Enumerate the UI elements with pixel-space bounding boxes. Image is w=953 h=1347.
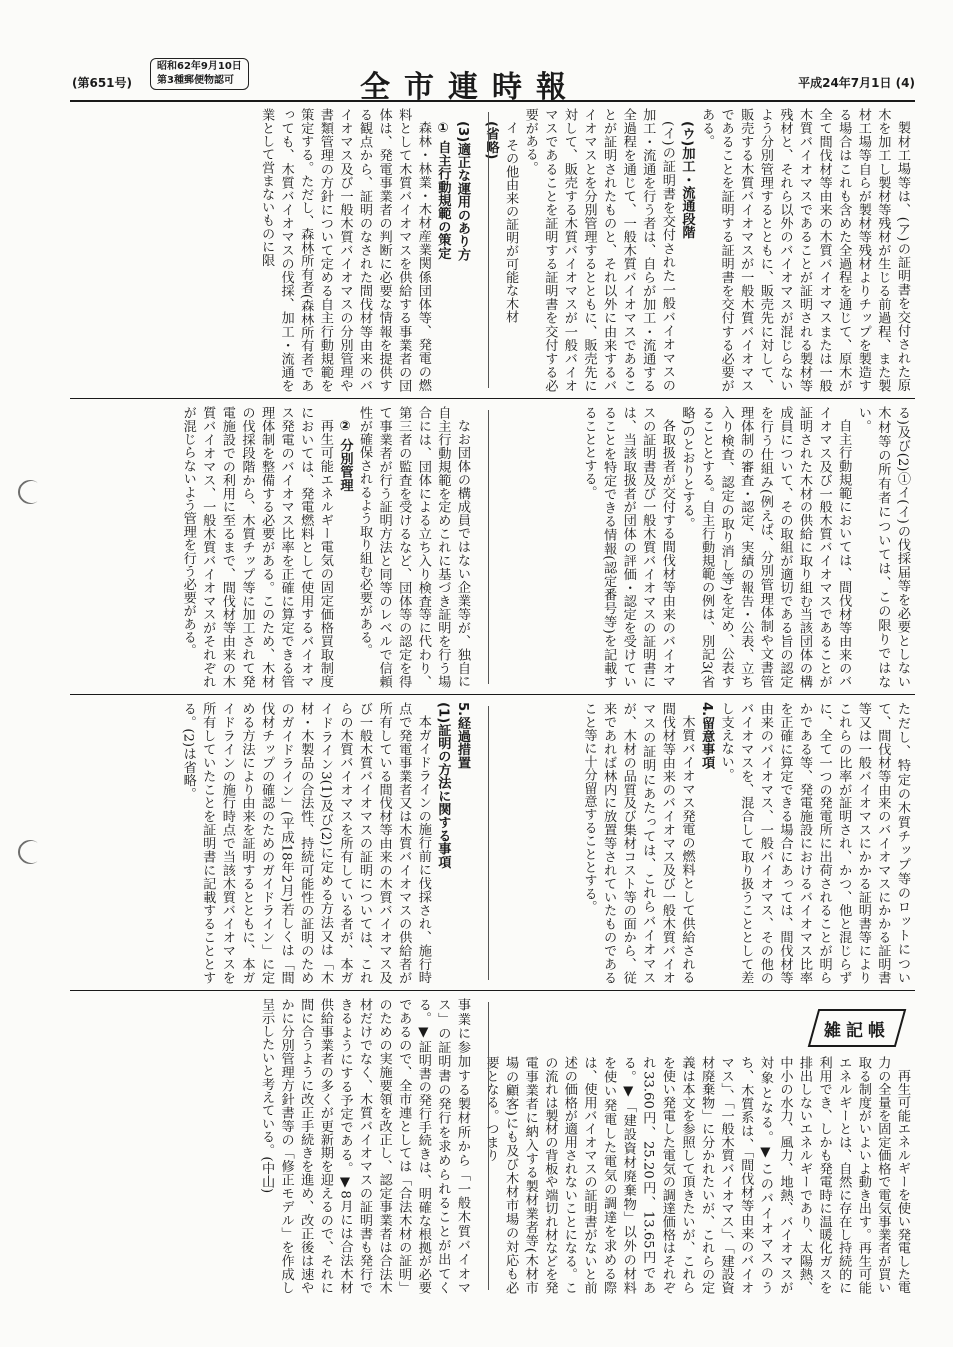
masthead	[70, 54, 915, 105]
column-right	[512, 406, 912, 688]
subheading: ① 自主行動規範の策定	[435, 121, 451, 260]
paragraph: (イ)の証明書を交付された一般バイオマスの加工・流通を行う者は、自らが加工・流通する全過程を通じて、一般木質バイオマスであることが証明されたものと、それ以外に由来するバイオマスとを分別管理するとともに、販売先に対して、販売する木質バイオマスが一般バイオマスであることを証明する証明書を交付する必要がある。	[522, 108, 675, 392]
subheading: ② 分別管理	[337, 419, 353, 492]
paragraph: なお団体の構成員ではない企業等が、独自に自主行動規範を定めこれに基づき証明を行う場合には、団体による立ち入り検査等に代わり、第三者の監査を受けるなど、団体等の認定を得て事業者が行う証明方法と同等のレベルで信頼性が確保されるよう取り組む必要がある。	[357, 406, 470, 688]
paragraph: 自主行動規範においては、間伐材等由来のバイオマス及び一般木質バイオマスであることが証明された木材の供給に取り組む当該団体の構成員について、その取組が適切である旨の認定を行う仕組み(例えば、分別管理体制や文書管理体制の審査・認定、実績の報告・公表、立ち入り検査、認定の取り消し等)を定め、公表することとする。自主行動規範の例は、別記3(省略)のとおりとする。	[679, 406, 852, 688]
column-left	[72, 998, 472, 1294]
article-band-1	[72, 108, 912, 392]
header-rule	[70, 100, 915, 102]
article-band-2	[72, 406, 912, 688]
omitted-note: (省略)	[483, 121, 499, 160]
column-divider	[488, 706, 489, 980]
subheading: (1)証明の方法に関する事項	[435, 702, 451, 869]
section-heading: 4.留意事項	[699, 702, 715, 769]
section-heading: 5.経過措置	[455, 702, 470, 769]
column-title: 雑記帳	[824, 1020, 890, 1041]
column-right	[512, 702, 912, 984]
subheading: (ウ)加工・流通段階	[679, 121, 695, 239]
column-right	[483, 998, 912, 1294]
column-divider	[488, 410, 489, 684]
column-left	[72, 406, 472, 688]
column-left	[72, 702, 472, 984]
paragraph: る)及び(2)①イ(イ)の伐採届等を必要としない木材等の所有者については、この限りではない。	[855, 406, 910, 688]
punch-hole-mark	[13, 835, 47, 869]
column-divider	[488, 1002, 489, 1290]
postal-permit-box	[150, 58, 249, 90]
column-divider	[488, 112, 489, 388]
paragraph: 再生可能エネルギーを使い発電した電力の全量を固定価格で電気事業者が買い取る制度がいよいよ動き出す。再生可能エネルギーとは、自然に存在し持続的に利用でき、しかも発電時に温暖化ガスを排出しないエネルギーであり、太陽熱、中小の水力、風力、地熱、バイオマスが対象となる。▼このバイオマスのうち、木質系は、「間伐材等由来のバイオマス」、「一般木質バイオマス」、「建設資材廃棄物」に分かれたいが、これらの定義は本文を参照して頂きたいが、これらを使い発電した電気の調達価格はそれぞれ33.60円、25.20円、13.65円である。▼「建設資材廃棄物」以外の材料を使い発電した電気の調達を求める際は、使用バイオマスの証明書がないと前述の価格が適用されないことになる。この流れは製材の背板や端切れ材などを発電事業者に納入する製材業者等(木材市場の顧客)にも及び木材市場の対応も必要となる。つまり	[483, 1056, 910, 1294]
paragraph: ただし、特定の木質チップ等のロットについて、間伐材等由来のバイオマスにかかる証明書等又は一般バイオマスにかかる証明書等によりこれらの比率が証明され、かつ、他と混じらずに、全て一つの発電所に出荷されることが明らかである等、発電施設におけるバイオマス比率を正確に算定できる場合にあっては、間伐材等由来のバイオマス、一般バイオマス、その他のバイオマスを、混合して取り扱うこととして差し支えない。	[718, 702, 910, 984]
punch-hole-mark	[13, 475, 47, 509]
band-rule	[70, 990, 915, 991]
issue-number: (第651号)	[72, 76, 133, 90]
paragraph: 各取扱者が交付する間伐材等由来のバイオマスの証明書及び一般木質バイオマスの証明書には、当該取扱者が団体の評価・認定を受けていることを特定できる情報(認定番号等)を記載することとする。	[581, 406, 675, 688]
section-heading: (3)適正な運用のあり方	[455, 121, 470, 262]
band-rule	[70, 398, 915, 399]
paragraph: 製材工場等は、(ア)の証明書を交付された原木を加工し製材等残材が生じる前過程、また製材工場等自らが製材等残材よりチップを製造する場合はこれも含めた全過程を通じて、原木が全て間伐材等由来の木質バイオマスまたは一般木質バイオマスであることが証明される製材等残材と、それら以外のバイオマスが混じらないよう分別管理するとともに、販売先に対して、販売する木質バイオマスが一般木質バイオマスであることを証明する証明書を交付する必要がある。	[699, 108, 910, 392]
paragraph: 事業に参加する製材所から「一般木質バイオマス」の証明書の発行を求められることが出てくる。▼証明書の発行手続きは、明確な根拠が必要であるので、全市連としては「合法木材の証明」のための実施要領を改正し、認定事業者は合法木材だけでなく、木質バイオマスの証明書も発行できるようにする予定である。▼8月には合法木材供給事業者の多くが更新期を迎えるので、それに間に合うように改正手続きを進め、改正後は速やかに分別管理方針書等の「修正モデル」を作成し呈示したいと考えている。(中山)	[259, 998, 470, 1294]
article-band-3	[72, 702, 912, 984]
article-band-4	[72, 998, 912, 1294]
column-right	[483, 108, 912, 392]
band-rule	[70, 694, 915, 695]
issue-date-page: 平成24年7月1日 (4)	[798, 76, 915, 90]
postal-permit-line2: 第3種郵便物認可	[157, 75, 234, 86]
column-left	[72, 108, 472, 392]
newspaper-title: 全市連時報	[360, 70, 580, 105]
postal-permit-line1: 昭和62年9月10日	[157, 61, 242, 72]
paragraph: 木質バイオマス発電の燃料として供給される間伐材等由来のバイオマス及び一般木質バイオマスの証明にあたっては、これらバイオマスが、木材の品質及び集材コスト等の面から、従来であれば林内に放置等されていたものであること等に十分留意することとする。	[581, 702, 695, 984]
paragraph: 森林・林業・木材産業関係団体等、発電の燃料として木質バイオマスを供給する事業者の団体は、発電事業者の判断に必要な情報を提供する観点から、証明のなされた間伐材等由来のバイオマス及び一般木質バイオマスの分別管理や書類管理の方針について定める自主行動規範を策定する。ただし、森林所有者(森林所有者であっても、木質バイオマスの伐採、加工・流通を業として営まないものに限	[259, 108, 431, 392]
paragraph: イ その他由来の証明が可能な木材	[503, 121, 519, 324]
paragraph: 再生可能エネルギー電気の固定価格買取制度においては、発電燃料として使用するバイオマス発電のバイオマス比率を正確に算定できる管理体制を整備する必要がある。このため、木材の伐採段階から、木質チップ等に加工されて発電施設での利用に至るまで、間伐材等由来の木質バイオマス、一般木質バイオマスがそれぞれが混じらないよう管理を行う必要がある。	[180, 406, 333, 688]
paragraph: 本ガイドラインの施行前に伐採され、施行時点で発電事業者又は木質バイオマスの供給者が所有している間伐材等由来の木質バイオマス及び一般木質バイオマスの証明については、これらの木質バイオマスを所有している者が、本ガイドライン3(1)及び(2)に定める方法又は「木材・木製品の合法性、持続可能性の証明のためのガイドライン」(平成18年2月)若しくは「間伐材チップの確認のためのガイドライン」に定める方法により由来を証明するとともに、本ガイドラインの施行時点で当該木質バイオマスを所有していたことを証明書に記載することとする。(2)は省略。	[180, 702, 431, 984]
